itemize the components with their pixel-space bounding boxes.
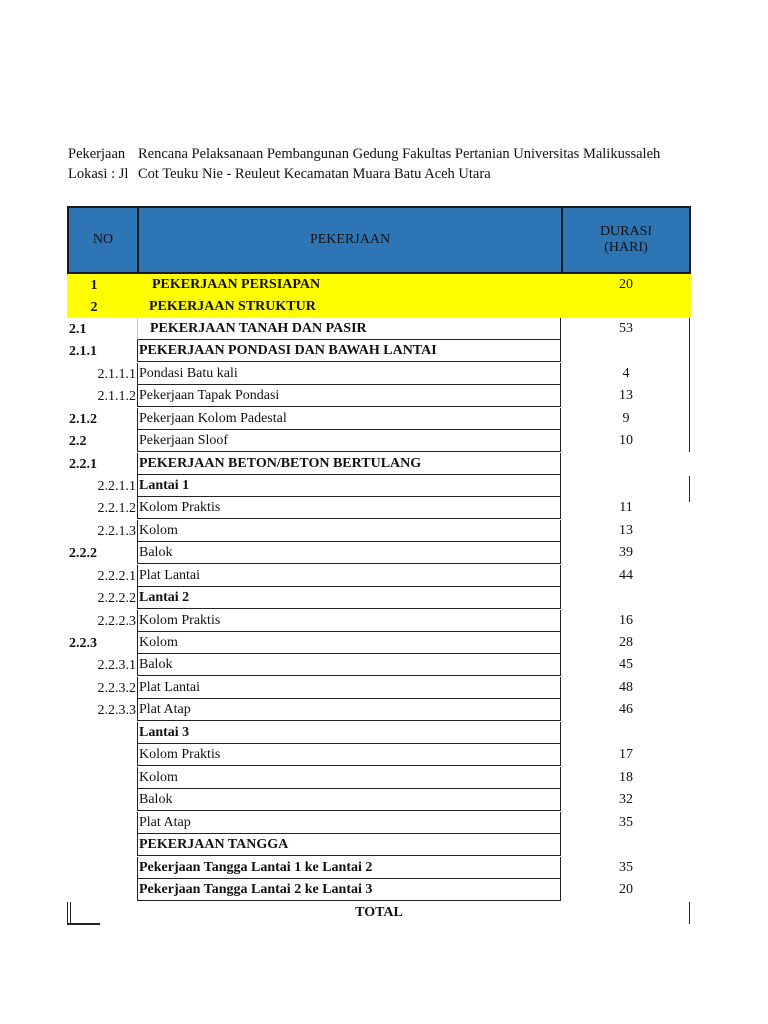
row-duration: 13 [619,523,633,538]
row-number: 2.2.2.1 [97,569,136,584]
table-row [67,767,691,789]
row-duration: 18 [619,770,633,785]
row-duration [561,587,691,609]
row-job: Plat Lantai [137,565,561,587]
row-duration: 39 [619,545,633,560]
row-number: 2.1 [69,322,87,337]
total-bottom-stub [67,923,100,925]
row-duration: 9 [622,411,630,426]
column-header-no: NO [69,208,139,272]
row-duration [561,722,691,744]
row-number: 2.1.1.1 [97,367,136,382]
table-row [67,430,691,452]
row-job: Kolom [137,767,561,789]
row-number [67,789,136,811]
row-duration [561,296,691,318]
row-duration [561,475,691,497]
row-job: Pekerjaan Tangga Lantai 1 ke Lantai 2 [137,857,561,879]
duration-header-line2: (HARI) [604,240,648,255]
table-row [67,542,691,564]
row-job: Balok [137,542,561,564]
row-duration: 53 [619,321,633,336]
row-number: 2.1.1.2 [97,389,136,404]
row-duration [561,834,691,856]
table-row [67,677,691,699]
table-row [67,744,691,766]
row-number [67,834,136,856]
row-duration: 45 [619,657,633,672]
row-duration: 20 [619,277,633,292]
row-job: PEKERJAAN TANGGA [137,834,561,856]
project-value: Rencana Pelaksanaan Pembangunan Gedung Fakultas Pertanian Universitas Malikussaleh [138,146,661,162]
row-job: Kolom [137,520,561,542]
location-value: Cot Teuku Nie - Reuleut Kecamatan Muara Batu Aceh Utara [138,166,491,182]
row-job: Kolom Praktis [137,610,561,632]
location-label: Lokasi : Jl [68,166,129,182]
row-duration: 48 [619,680,633,695]
row-duration: 4 [622,366,630,381]
row-job: Kolom Praktis [137,497,561,519]
table-row [67,475,691,497]
column-header-job: PEKERJAAN [139,208,563,272]
row-number: 2.2.3.1 [97,658,136,673]
row-duration: 35 [619,860,633,875]
table-row [67,812,691,834]
table-row [67,722,691,744]
table-row [67,340,691,362]
table-row [67,453,691,475]
table-row [67,296,691,318]
table-row [67,879,691,901]
row-number [67,744,136,766]
table-row [67,565,691,587]
row-job: Plat Atap [137,699,561,721]
row-duration: 28 [619,635,633,650]
row-job: Pekerjaan Kolom Padestal [137,408,561,430]
table-row [67,274,691,296]
row-number: 2.2.3.3 [97,703,136,718]
row-job: PEKERJAAN STRUKTUR [149,299,316,314]
table-row [67,632,691,654]
row-number: 2.2.1.2 [97,501,136,516]
row-number [67,857,136,879]
row-number: 2.2.3.2 [97,681,136,696]
row-job: Balok [137,789,561,811]
row-duration: 11 [619,500,633,515]
row-duration: 46 [619,702,633,717]
row-number: 2.2.1.1 [97,479,136,494]
total-label: TOTAL [355,905,403,920]
row-number: 2.2.1.3 [97,524,136,539]
project-line [68,146,660,163]
row-job: Pekerjaan Tapak Pondasi [137,385,561,407]
row-number [67,879,136,901]
table-row [67,789,691,811]
row-number [67,767,136,789]
row-job: Kolom [137,632,561,654]
table-row [67,857,691,879]
row-duration: 35 [619,815,633,830]
table-row [67,363,691,385]
row-job: Lantai 1 [137,475,561,497]
row-duration: 13 [619,388,633,403]
row-number: 2.2 [69,434,87,449]
row-duration: 20 [619,882,633,897]
row-number: 2.2.2 [69,546,97,561]
table-row [67,385,691,407]
total-row [67,902,691,924]
row-number: 2.1.1 [69,344,97,359]
row-duration: 16 [619,613,633,628]
duration-header-line1: DURASI [599,224,653,239]
table-row [67,497,691,519]
row-job: PEKERJAAN BETON/BETON BERTULANG [137,453,561,475]
table-row [67,654,691,676]
row-number: 2.1.2 [69,412,97,427]
row-job: Lantai 3 [137,722,561,744]
row-number: 2 [90,300,98,315]
table-header [67,206,691,274]
table-row [67,318,691,340]
project-label: Pekerjaan [68,146,126,162]
row-duration [561,453,691,475]
row-job: Plat Lantai [137,677,561,699]
row-job: PEKERJAAN TANAH DAN PASIR [137,318,561,340]
row-duration: 44 [619,568,633,583]
table-row [67,699,691,721]
table-row [67,587,691,609]
row-job: Plat Atap [137,812,561,834]
row-number [67,812,136,834]
row-duration: 17 [619,747,633,762]
row-job: PEKERJAAN PONDASI DAN BAWAH LANTAI [137,340,561,362]
row-number: 2.2.2.2 [97,591,136,606]
row-duration [561,340,691,362]
row-duration: 32 [619,792,633,807]
table-row [67,408,691,430]
table-row [67,834,691,856]
row-duration: 10 [619,433,633,448]
table-row [67,610,691,632]
row-job: PEKERJAAN PERSIAPAN [152,277,321,292]
row-number: 2.2.2.3 [97,614,136,629]
row-job: Pekerjaan Sloof [137,430,561,452]
row-job: Lantai 2 [137,587,561,609]
column-header-duration [563,208,689,272]
row-number: 1 [90,278,98,293]
row-job: Pekerjaan Tangga Lantai 2 ke Lantai 3 [137,879,561,901]
row-job: Kolom Praktis [137,744,561,766]
row-number: 2.2.3 [69,636,97,651]
table-row [67,520,691,542]
row-job: Balok [137,654,561,676]
row-number [67,722,136,744]
row-number: 2.2.1 [69,457,97,472]
location-line [68,166,491,183]
row-job: Pondasi Batu kali [137,363,561,385]
